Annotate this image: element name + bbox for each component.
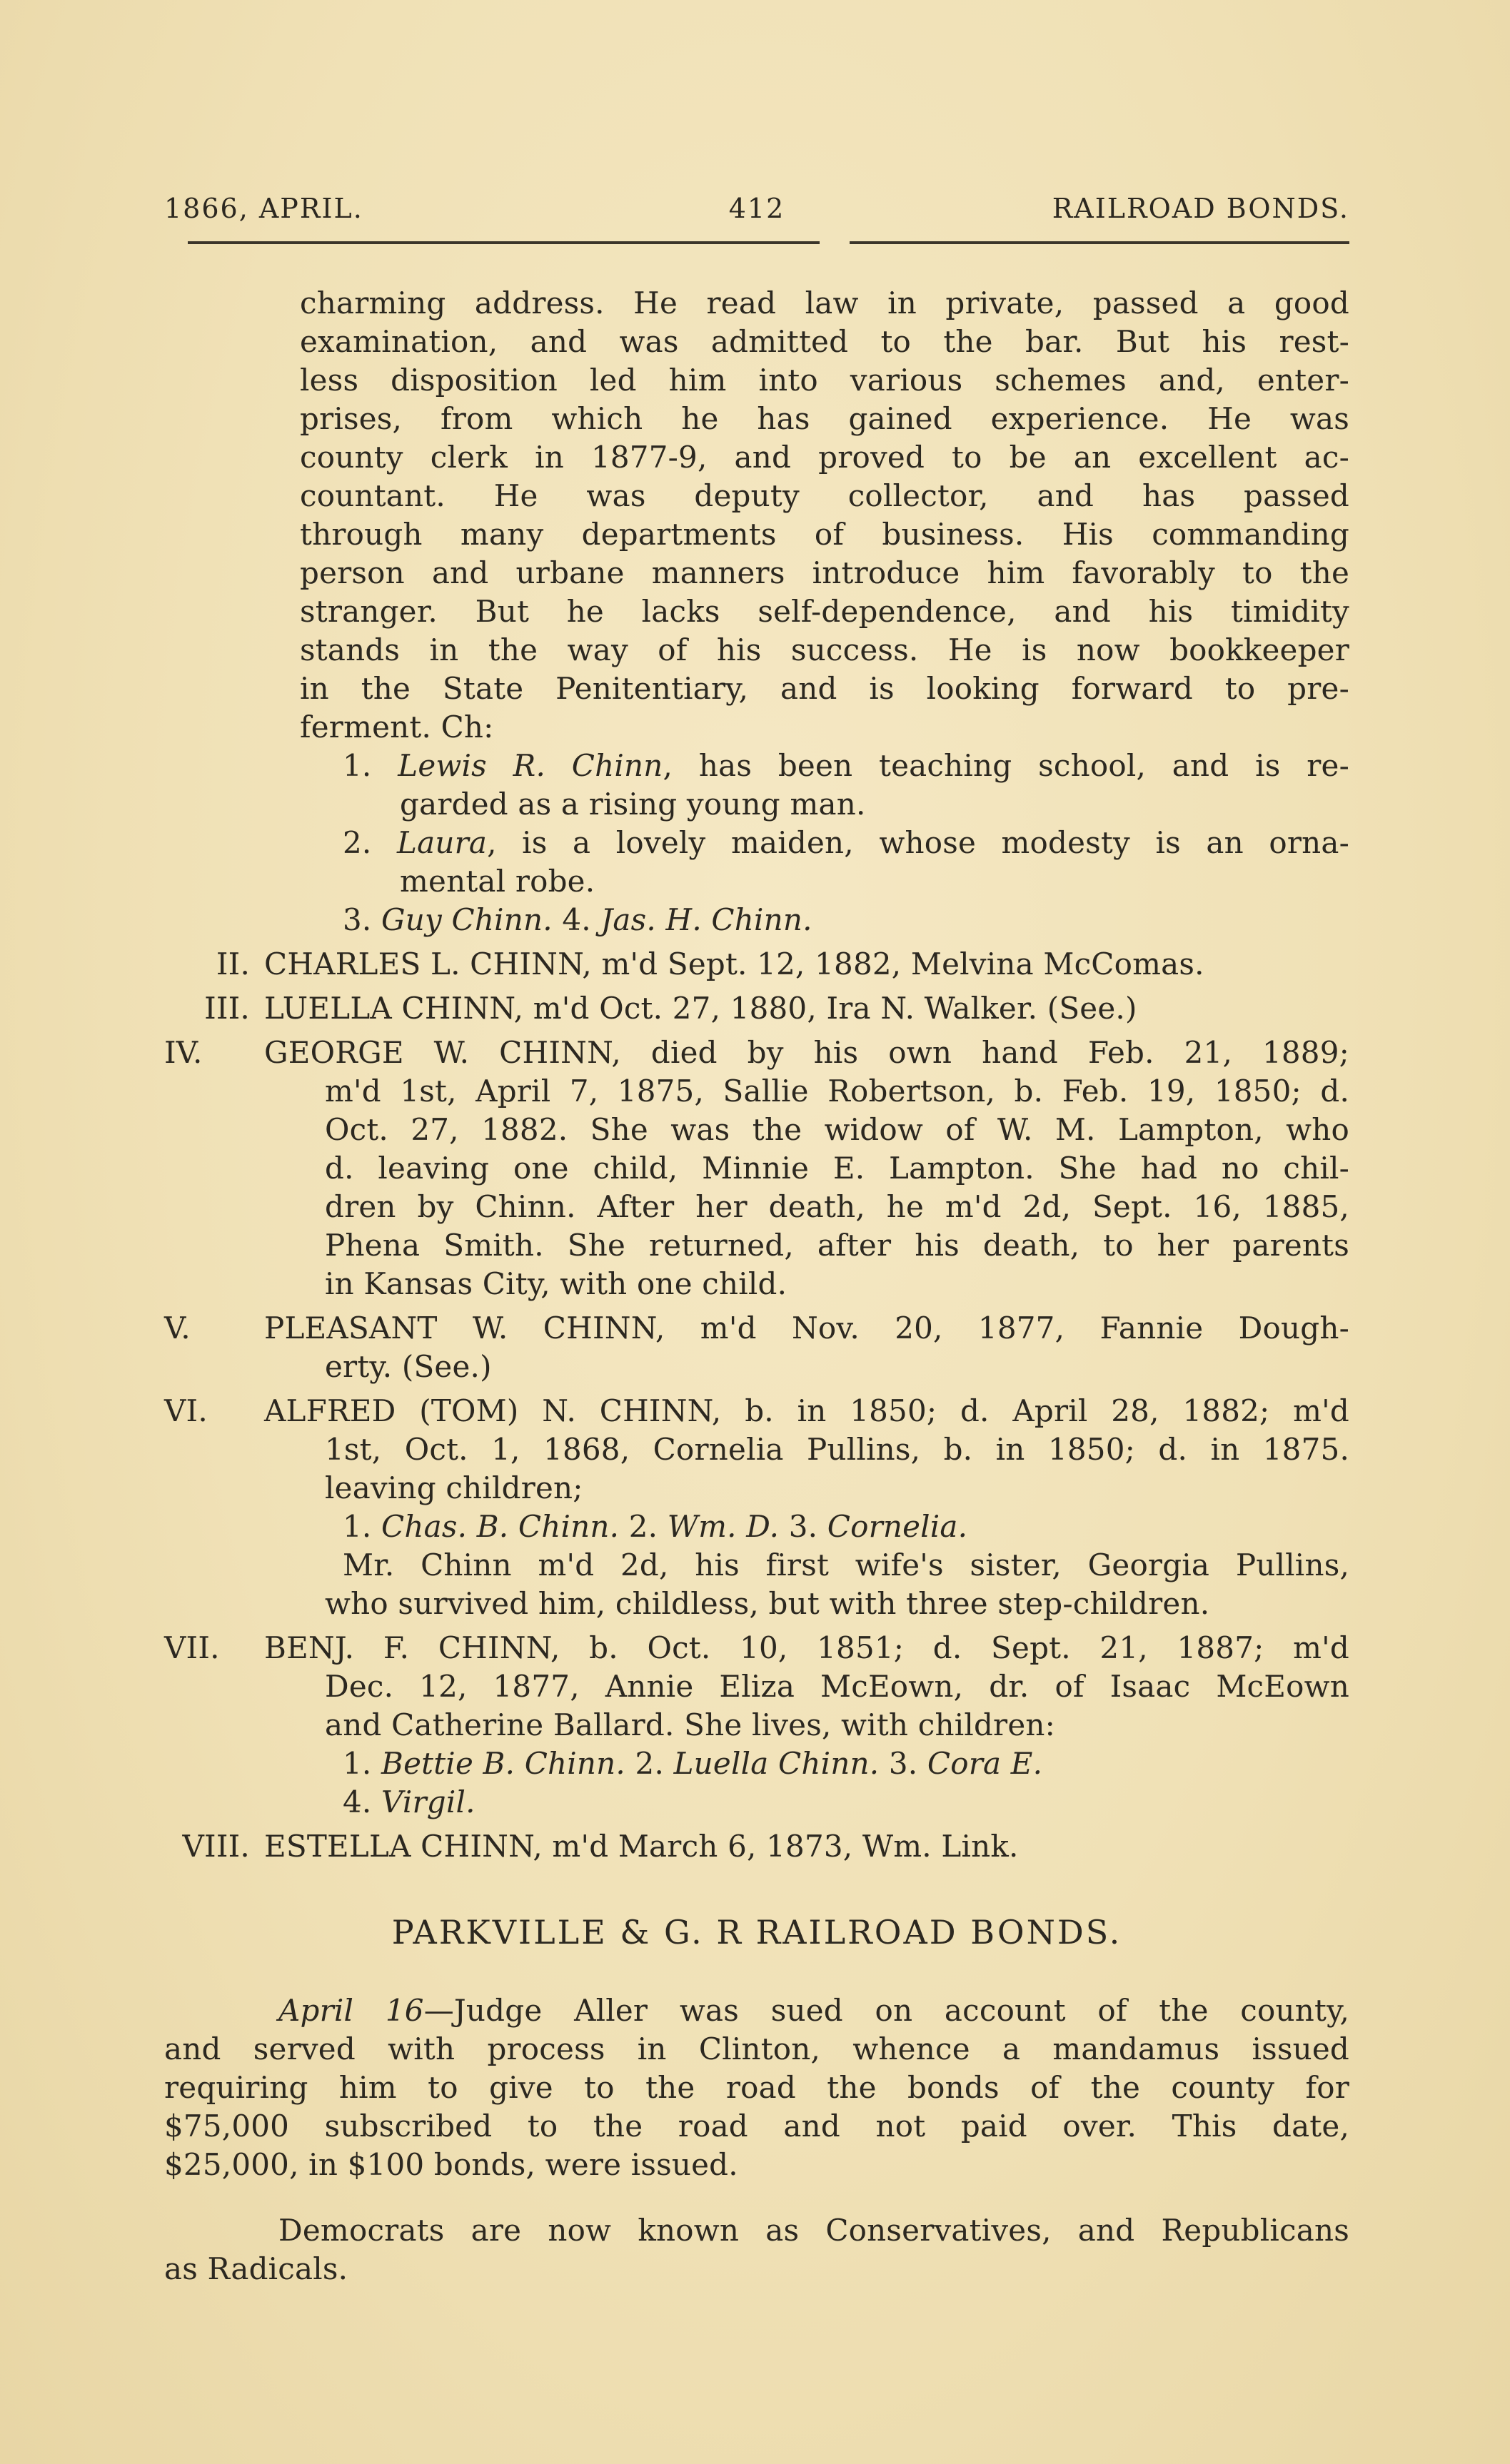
italic-name: Cornelia. <box>827 1509 968 1544</box>
italic-name: Bettie B. Chinn. <box>381 1746 625 1781</box>
page-body <box>164 284 1349 2288</box>
text-line: 3. Guy Chinn. 4. Jas. H. Chinn. <box>343 902 812 937</box>
italic-name: April 16 <box>278 1993 424 2028</box>
text-line: in the State Penitentiary, and is looking forward to pre- <box>300 671 1349 706</box>
text-line: stands in the way of his success. He is now bookkeeper <box>300 632 1349 667</box>
header-rule <box>188 241 1349 244</box>
text-line: 2. Laura, is a lovely maiden, whose modesty is an orna- <box>343 825 1349 860</box>
text-line: V. PLEASANT W. CHINN, m'd Nov. 20, 1877, Fannie Dough- <box>325 1309 1349 1348</box>
text-line: 4. Virgil. <box>343 1784 475 1819</box>
child-list-item <box>164 1745 1349 1783</box>
italic-name: Laura <box>396 825 488 860</box>
family-entry <box>164 1827 1349 1866</box>
italic-name: Wm. D. <box>667 1509 780 1544</box>
header-rule-right-segment <box>850 241 1349 244</box>
italic-name: Chas. B. Chinn. <box>381 1509 620 1544</box>
text-line: Mr. Chinn m'd 2d, his first wife's sister, Georgia Pullins, <box>343 1547 1349 1582</box>
text-line: $25,000, in $100 bonds, were issued. <box>164 2147 738 2182</box>
header-rule-left-segment <box>188 241 820 244</box>
text-line: requiring him to give to the road the bonds of the county for <box>164 2070 1349 2105</box>
text-line: VI. ALFRED (TOM) N. CHINN, b. in 1850; d. April 28, 1882; m'd <box>325 1392 1349 1430</box>
entry-numeral: V. <box>164 1311 191 1345</box>
child-list-item <box>164 1508 1349 1546</box>
text-line: less disposition led him into various schemes and, enter- <box>300 363 1349 398</box>
child-list-item <box>164 901 1349 939</box>
family-entry <box>164 989 1349 1028</box>
child-list-item <box>164 824 1349 901</box>
text-line: Oct. 27, 1882. She was the widow of W. M. Lampton, who <box>325 1112 1349 1147</box>
bio-paragraph <box>164 284 1349 747</box>
text-line: m'd 1st, April 7, 1875, Sallie Robertson, b. Feb. 19, 1850; d. <box>325 1074 1349 1109</box>
text-line: II. CHARLES L. CHINN, m'd Sept. 12, 1882, Melvina McComas. <box>325 945 1349 984</box>
entry-numeral: II. <box>216 946 250 981</box>
family-entry <box>164 1034 1349 1303</box>
text-line: person and urbane manners introduce him favorably to the <box>300 555 1349 590</box>
text-line: leaving children; <box>325 1470 583 1505</box>
text-line: VIII. ESTELLA CHINN, m'd March 6, 1873, Wm. Link. <box>325 1827 1349 1866</box>
text-line: as Radicals. <box>164 2251 348 2286</box>
family-entry <box>164 1392 1349 1508</box>
text-line: 1st, Oct. 1, 1868, Cornelia Pullins, b. in 1850; d. in 1875. <box>325 1432 1349 1467</box>
body-paragraph <box>164 2211 1349 2288</box>
family-entry <box>164 945 1349 984</box>
text-line: VII. BENJ. F. CHINN, b. Oct. 10, 1851; d. Sept. 21, 1887; m'd <box>325 1629 1349 1667</box>
italic-name: Guy Chinn. <box>381 902 553 937</box>
italic-name: Virgil. <box>381 1784 475 1819</box>
entry-numeral: III. <box>204 991 250 1026</box>
running-header <box>164 193 1349 224</box>
text-line: in Kansas City, with one child. <box>325 1266 787 1301</box>
text-line: and served with process in Clinton, whence a mandamus issued <box>164 2031 1349 2066</box>
entry-note-paragraph <box>164 1546 1349 1623</box>
italic-name: Cora E. <box>927 1746 1043 1781</box>
text-line: garded as a rising young man. <box>400 787 866 822</box>
text-line: countant. He was deputy collector, and has passed <box>300 478 1349 513</box>
text-line: Dec. 12, 1877, Annie Eliza McEown, dr. of Isaac McEown <box>325 1669 1349 1704</box>
entry-numeral: IV. <box>164 1035 203 1070</box>
italic-name: Luella Chinn. <box>673 1746 880 1781</box>
section-heading: PARKVILLE & G. R RAILROAD BONDS. <box>391 1913 1122 1951</box>
text-line: who survived him, childless, but with three step-children. <box>325 1586 1210 1621</box>
text-line: Democrats are now known as Conservatives, and Republicans <box>278 2213 1349 2248</box>
text-line: $75,000 subscribed to the road and not paid over. This date, <box>164 2109 1349 2144</box>
text-line: examination, and was admitted to the bar. But his rest- <box>300 324 1349 359</box>
text-line: erty. (See.) <box>325 1349 492 1384</box>
text-line: IV. GEORGE W. CHINN, died by his own hand Feb. 21, 1889; <box>325 1034 1349 1072</box>
text-line: d. leaving one child, Minnie E. Lampton. She had no chil- <box>325 1151 1349 1186</box>
text-line: mental robe. <box>400 864 595 899</box>
text-line: 1. Lewis R. Chinn, has been teaching school, and is re- <box>343 748 1349 783</box>
text-line: dren by Chinn. After her death, he m'd 2d, Sept. 16, 1885, <box>325 1189 1349 1224</box>
child-list-item <box>164 747 1349 824</box>
body-paragraph <box>164 1991 1349 2184</box>
text-line: county clerk in 1877-9, and proved to be an excellent ac- <box>300 440 1349 475</box>
text-line: through many departments of business. His commanding <box>300 517 1349 552</box>
text-line: and Catherine Ballard. She lives, with children: <box>325 1707 1055 1742</box>
text-line: prises, from which he has gained experience. He was <box>300 401 1349 436</box>
header-date: 1866, APRIL. <box>164 193 363 224</box>
italic-name: Lewis R. Chinn <box>398 748 663 783</box>
family-entry <box>164 1629 1349 1745</box>
child-list-item <box>164 1783 1349 1822</box>
header-title: RAILROAD BONDS. <box>1052 193 1349 224</box>
text-line: Phena Smith. She returned, after his death, to her parents <box>325 1228 1349 1263</box>
text-line: charming address. He read law in private, passed a good <box>300 286 1349 320</box>
text-line: April 16—Judge Aller was sued on account of the county, <box>278 1993 1349 2028</box>
entry-numeral: VII. <box>164 1630 220 1665</box>
entry-numeral: VI. <box>164 1393 208 1428</box>
text-line: 1. Chas. B. Chinn. 2. Wm. D. 3. Cornelia. <box>343 1509 968 1544</box>
family-entry <box>164 1309 1349 1386</box>
page-number: 412 <box>728 193 785 224</box>
text-line: ferment. Ch: <box>300 710 494 744</box>
text-line: stranger. But he lacks self-dependence, and his timidity <box>300 594 1349 629</box>
entry-numeral: VIII. <box>182 1829 250 1864</box>
italic-name: Jas. H. Chinn. <box>600 902 812 937</box>
text-line: III. LUELLA CHINN, m'd Oct. 27, 1880, Ira N. Walker. (See.) <box>325 989 1349 1028</box>
text-line: 1. Bettie B. Chinn. 2. Luella Chinn. 3. Cora E. <box>343 1746 1043 1781</box>
